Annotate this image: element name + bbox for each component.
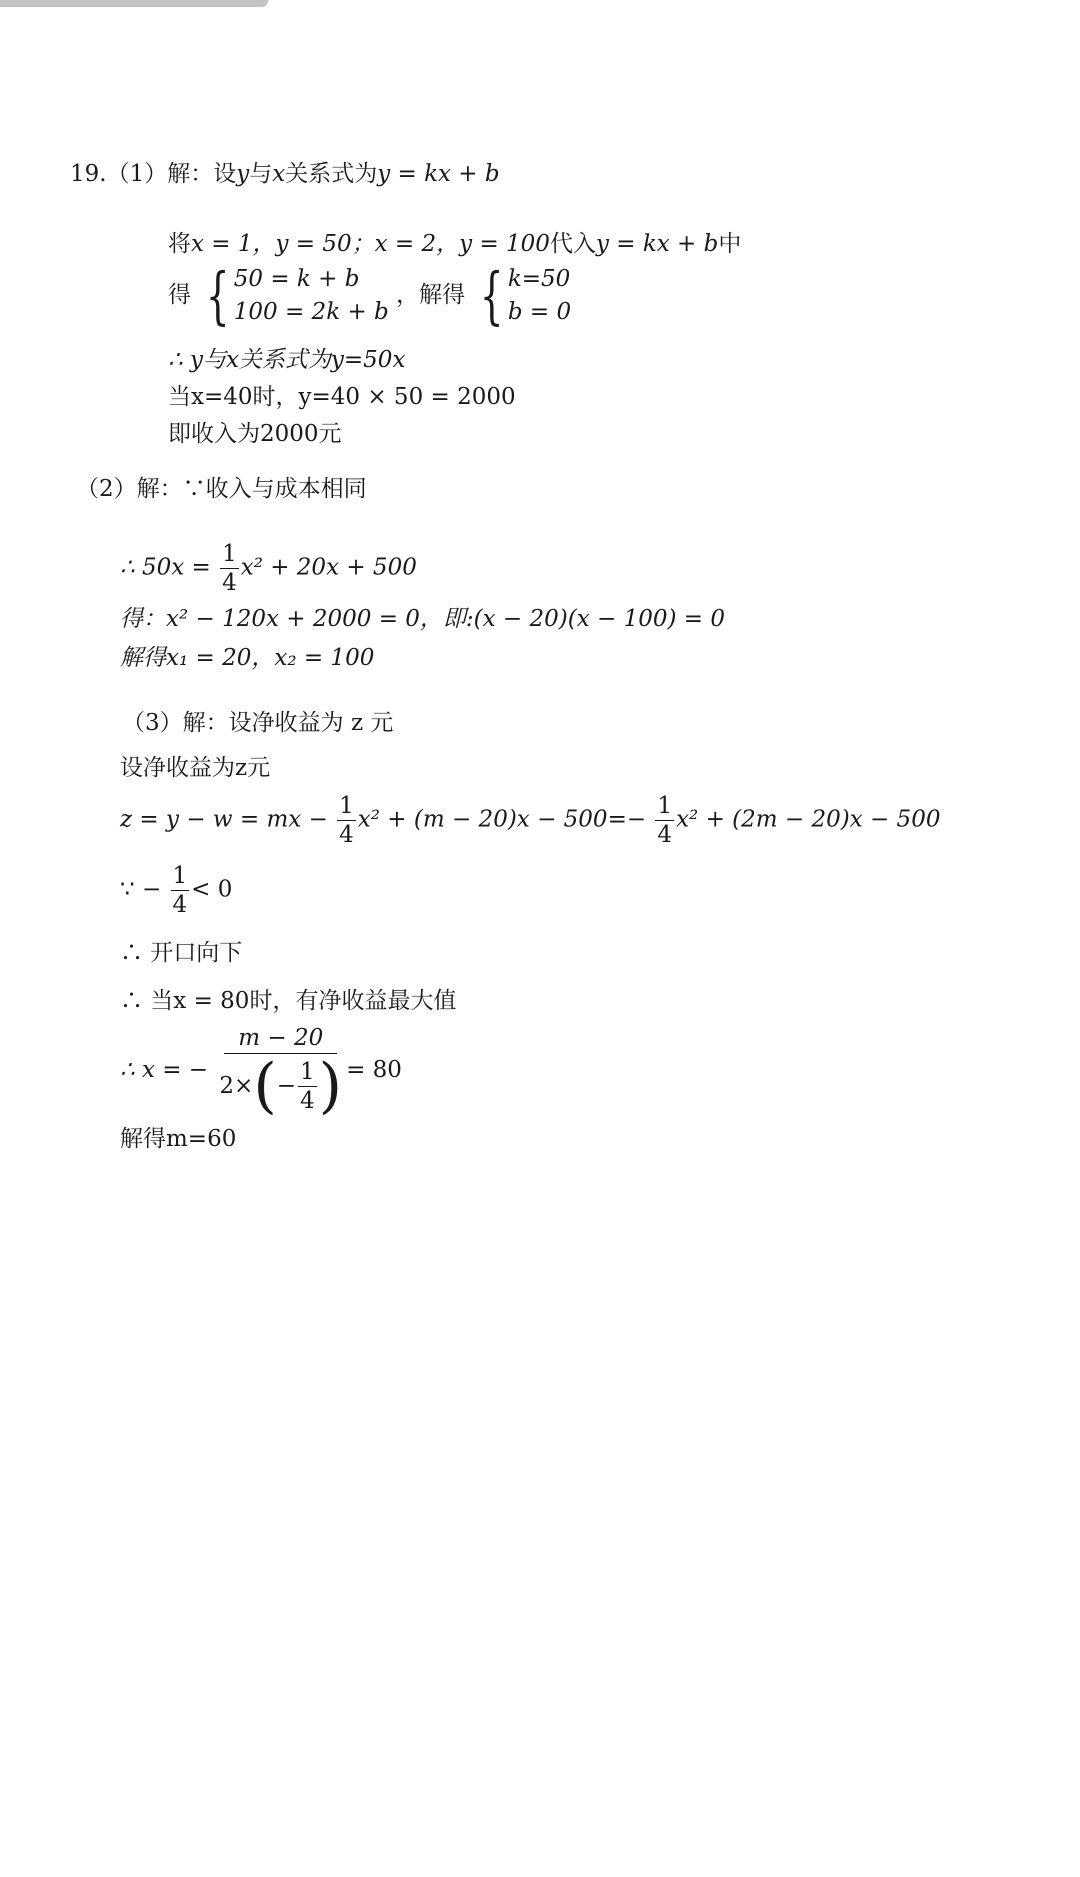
part2-equation-1: ∴ 50x = $\frac{1}{4}$ x² + 20x + 500 <box>120 541 417 597</box>
substitution-line: 将x = 1，y = 50；x = 2，y = 100代入y = kx + b中 <box>168 231 742 257</box>
equation-system-1: { 50 = k + b 100 = 2k + b <box>206 259 389 333</box>
opens-down-line: ∴ 开口向下 <box>120 940 243 966</box>
equation-system-line: 得 { 50 = k + b 100 = 2k + b ，解得 { k=50 b = 0 <box>168 259 572 333</box>
because-negative-line: ∵ − $\frac{1}{4}$ < 0 <box>120 863 233 919</box>
max-value-line: ∴ 当x = 80时，有净收益最大值 <box>120 988 457 1014</box>
part2-equation-2: 得：x² − 120x + 2000 = 0，即:(x − 20)(x − 100) = 0 <box>120 606 725 632</box>
net-income-equation: z = y − w = mx − $\frac{1}{4}$ x² + (m − 20)x − 500=− $\frac{1}{4}$ x² + (2m − 20)x − 500 <box>120 793 941 849</box>
income-line: 即收入为2000元 <box>168 421 342 447</box>
relation-result-line: ∴ y与x关系式为y=50x <box>168 347 406 373</box>
part1-heading: 19.（1）解：设y与x关系式为y = kx + b <box>70 161 500 187</box>
vertex-formula-line: ∴ x = − m − 20 2× ( − $\frac{1}{4}$ ) = 80 <box>120 1025 402 1122</box>
final-answer: 解得m=60 <box>120 1126 237 1152</box>
fraction-one-quarter: $\frac{1}{4}$ <box>222 541 237 597</box>
inner-fraction-one-quarter: $\frac{1}{4}$ <box>300 1058 315 1114</box>
part2-solution: 解得x₁ = 20，x₂ = 100 <box>120 645 375 671</box>
equation-system-2: { k=50 b = 0 <box>480 259 572 333</box>
fraction-one-quarter-c: $\frac{1}{4}$ <box>172 863 188 919</box>
fraction-one-quarter-b: $\frac{1}{4}$ <box>657 793 673 849</box>
part3-set-line: 设净收益为z元 <box>120 755 271 781</box>
when-x-40-line: 当x=40时，y=40 × 50 = 2000 <box>168 384 516 410</box>
top-status-bar <box>0 0 268 7</box>
part3-heading: （3）解：设净收益为 z 元 <box>122 710 394 736</box>
fraction-one-quarter-a: $\frac{1}{4}$ <box>339 793 354 849</box>
vertex-fraction: m − 20 2× ( − $\frac{1}{4}$ ) <box>219 1025 343 1122</box>
part2-heading: （2）解：∵收入与成本相同 <box>76 476 367 502</box>
